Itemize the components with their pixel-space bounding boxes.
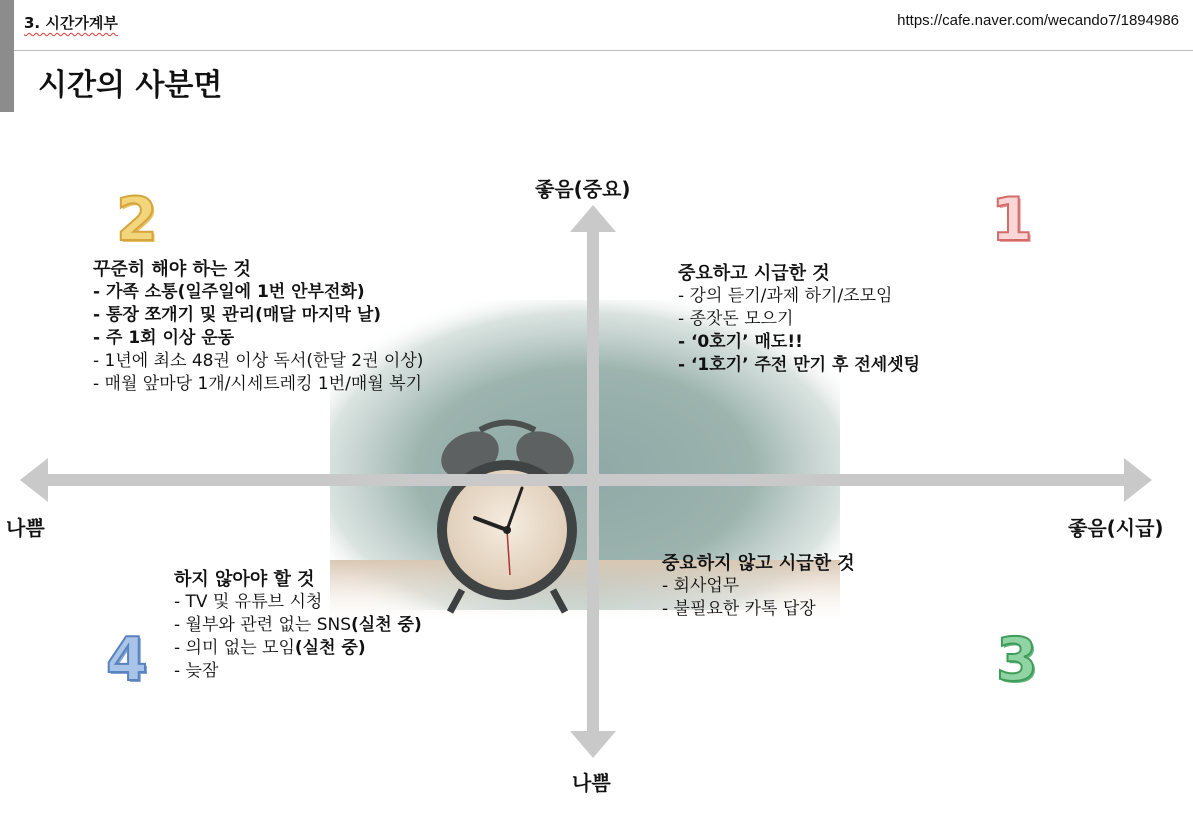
page-title: 시간의 사분면: [38, 68, 223, 103]
quadrant-number-2: 2: [116, 185, 158, 255]
quadrant-items: [662, 575, 1022, 621]
list-item: - 종잣돈 모으기: [678, 309, 794, 329]
list-item: - 가족 소통(일주일에 1번 안부전화): [93, 282, 365, 302]
quadrant-number-4: 4: [106, 625, 148, 695]
quadrant-title: 꾸준히 해야 하는 것: [93, 259, 251, 280]
quadrant-number-1: 1: [991, 185, 1033, 255]
list-item: - 주 1회 이상 운동: [93, 328, 235, 348]
quadrant-items: [174, 591, 574, 683]
list-item: - TV 및 유튜브 시청: [174, 592, 323, 612]
list-item: - 불필요한 카톡 답장: [662, 599, 816, 619]
quadrant-items: [93, 281, 563, 396]
axis-label-left: 나쁨: [6, 516, 45, 540]
list-item: - 늦잠: [174, 661, 219, 681]
list-item: - 매월 앞마당 1개/시세트레킹 1번/매월 복기: [93, 374, 422, 394]
quadrant-4: [174, 568, 574, 683]
list-item: - 1년에 최소 48권 이상 독서(한달 2권 이상): [93, 351, 424, 371]
quadrant-title: 중요하지 않고 시급한 것: [662, 553, 855, 574]
list-item: - 의미 없는 모임(실천 중): [174, 638, 366, 658]
quadrant-1: [678, 262, 1098, 377]
list-item: - 회사업무: [662, 576, 740, 596]
source-url: https://cafe.naver.com/wecando7/1894986: [897, 12, 1179, 29]
quadrant-title: 중요하고 시급한 것: [678, 263, 830, 284]
quadrant-3: [662, 552, 1022, 621]
axis-label-bottom: 나쁨: [572, 771, 611, 795]
list-item: - 월부와 관련 없는 SNS(실천 중): [174, 615, 422, 635]
quadrant-title: 하지 않아야 할 것: [174, 569, 315, 590]
list-item: - 강의 듣기/과제 하기/조모임: [678, 286, 893, 306]
axis-label-top: 좋음(중요): [535, 177, 631, 201]
axis-label-right: 좋음(시급): [1068, 516, 1164, 540]
quadrant-items: [678, 285, 1098, 377]
list-item: - ‘1호기’ 주전 만기 후 전세셋팅: [678, 355, 921, 375]
quadrant-number-3: 3: [996, 625, 1038, 695]
list-item: - 통장 쪼개기 및 관리(매달 마지막 날): [93, 305, 382, 325]
list-item: - ‘0호기’ 매도!!: [678, 332, 803, 352]
section-label: 3. 시간가계부: [24, 14, 118, 32]
quadrant-2: [93, 258, 563, 396]
